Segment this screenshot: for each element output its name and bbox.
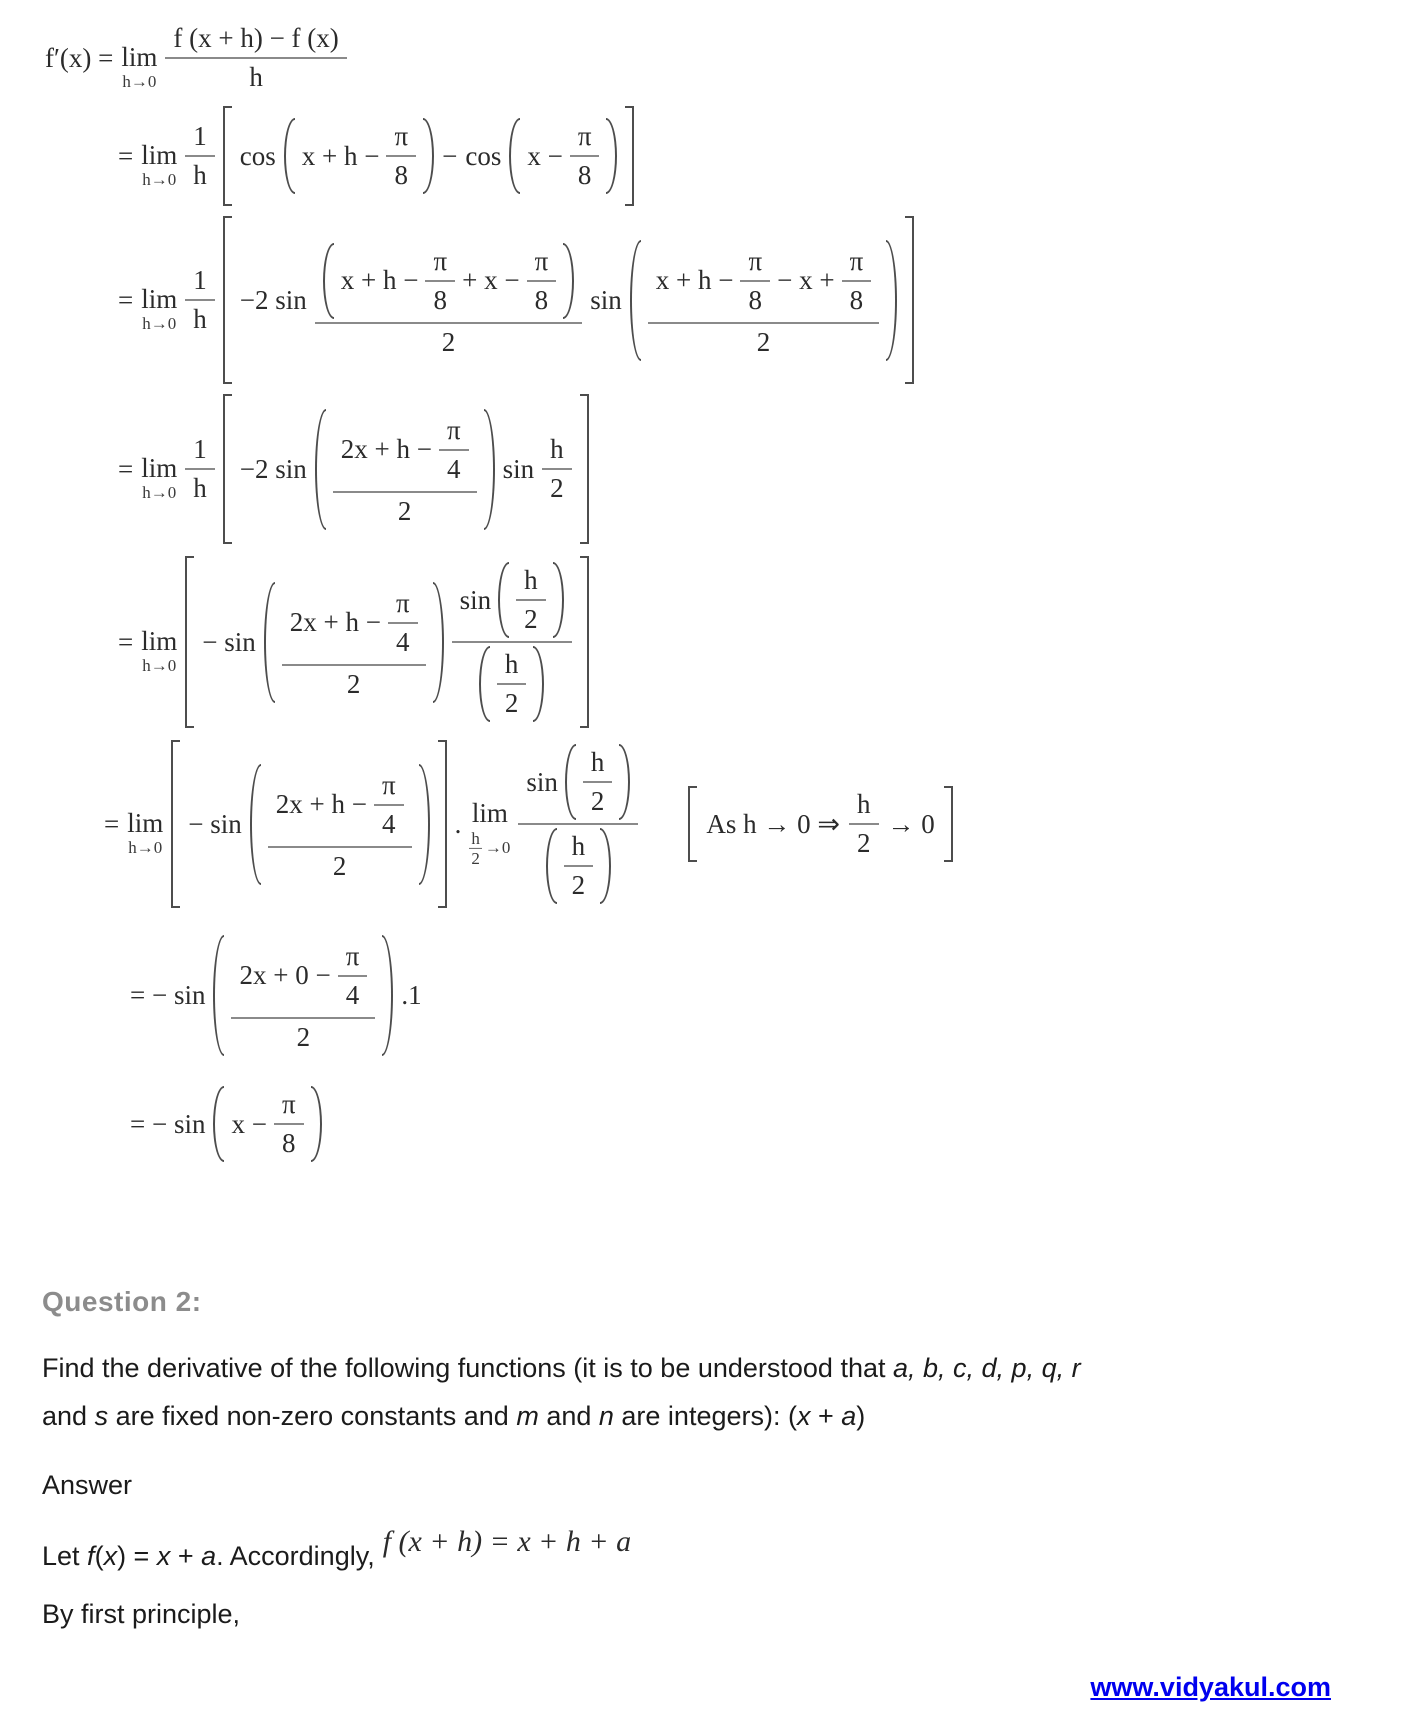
- h-over-2-fraction: [542, 431, 572, 507]
- half-difference-fraction: [648, 240, 879, 361]
- let-text: (: [94, 1541, 104, 1572]
- limit-label: lim: [471, 798, 508, 829]
- h-over-2-fraction: [564, 828, 594, 904]
- fraction-numerator: h: [571, 831, 586, 861]
- equation-line-8: [130, 1080, 1417, 1168]
- equals-minus-sin-label: = − sin: [130, 1108, 206, 1139]
- term: 2x + 0 −: [239, 960, 331, 990]
- right-square-bracket: [905, 216, 914, 384]
- difference-quotient-fraction: [165, 20, 346, 96]
- let-text: +: [170, 1541, 202, 1572]
- by-first-principle-text: By first principle,: [42, 1599, 241, 1630]
- fraction-denominator: 4: [439, 449, 469, 488]
- limit-subscript: h→0: [142, 656, 177, 676]
- right-paren: [433, 582, 444, 703]
- equation-line-1: [45, 16, 1417, 100]
- equals-sign: =: [118, 140, 134, 171]
- limit-subscript: h→0: [128, 838, 163, 858]
- argument-fraction: [333, 409, 477, 530]
- limit: [127, 809, 163, 857]
- left-square-bracket: [223, 106, 232, 206]
- limit-subscript: h→0: [142, 170, 177, 190]
- left-paren: [323, 243, 334, 319]
- right-paren: [886, 240, 897, 361]
- left-paren: [509, 118, 520, 194]
- fraction-numerator: π: [394, 121, 409, 151]
- pi-over-4-fraction: [439, 412, 469, 488]
- right-paren: [311, 1086, 322, 1162]
- limit: [141, 627, 177, 675]
- term: x −: [231, 1108, 267, 1139]
- equals-sign: =: [118, 626, 134, 657]
- question-text: +: [810, 1401, 842, 1432]
- fraction-numerator: [231, 935, 375, 1017]
- left-paren: [630, 240, 641, 361]
- term: x + h −: [655, 265, 734, 295]
- one-over-h-fraction: [185, 431, 215, 507]
- half-sum-fraction: [315, 240, 582, 361]
- limit: [121, 43, 157, 91]
- term: x + h −: [301, 140, 380, 171]
- fraction-numerator: π: [748, 245, 763, 276]
- fraction-numerator: h: [524, 565, 538, 595]
- fraction-denominator: 8: [570, 155, 600, 194]
- sin-label: sin: [590, 284, 622, 315]
- limit-subscript: h→0: [142, 483, 177, 503]
- pi-over-4-fraction: [388, 585, 418, 661]
- variable-x: x: [103, 1541, 118, 1572]
- right-paren: [619, 744, 630, 820]
- cos-label: cos: [239, 140, 276, 171]
- variable-list: a, b, c, d, p, q, r: [893, 1353, 1081, 1383]
- function-f: f: [87, 1541, 95, 1572]
- limit-subscript: h→0: [122, 72, 157, 92]
- pi-over-8-fraction: [386, 118, 416, 194]
- variable-a: a: [841, 1401, 857, 1432]
- fraction-denominator: h: [165, 57, 346, 96]
- fraction-numerator: h: [471, 828, 480, 848]
- limit-subscript: [469, 830, 510, 867]
- right-square-bracket: [944, 786, 953, 862]
- fraction-numerator: h: [590, 747, 605, 777]
- fraction-denominator: h: [185, 155, 215, 194]
- paren-group: [250, 764, 430, 885]
- h-over-2-fraction: [516, 562, 546, 638]
- fraction-denominator: 2: [231, 1017, 375, 1056]
- right-square-bracket: [580, 394, 589, 544]
- paren-group: [264, 582, 444, 703]
- minus-sign: −: [442, 140, 458, 171]
- fraction-numerator: π: [395, 587, 410, 618]
- equation-line-5: [118, 556, 1417, 728]
- minus-sin-label: − sin: [202, 626, 256, 657]
- argument-fraction: [282, 582, 426, 703]
- right-paren: [484, 409, 495, 530]
- right-paren: [423, 118, 434, 194]
- pi-over-4-fraction: [338, 938, 368, 1014]
- h-over-2-fraction: [583, 744, 613, 820]
- variable-x: x: [156, 1541, 171, 1572]
- variable-s: s: [94, 1401, 109, 1432]
- fraction-numerator: 1: [193, 121, 207, 151]
- dot-operator: .: [454, 808, 462, 839]
- fraction-denominator: 8: [425, 280, 455, 319]
- minus-2-sin-label: −2 sin: [239, 453, 307, 484]
- limit-label: lim: [141, 283, 178, 314]
- fraction-numerator: π: [281, 1089, 296, 1119]
- term: x −: [527, 140, 563, 171]
- limit-label: lim: [121, 41, 158, 72]
- document-page: [0, 16, 1417, 1702]
- fraction-numerator: [648, 240, 879, 322]
- term: + x −: [462, 265, 520, 295]
- fraction-denominator: [518, 823, 638, 907]
- equation-line-3: [118, 216, 1417, 384]
- fraction-numerator: [452, 559, 572, 641]
- equation-line-2: [118, 106, 1417, 206]
- fraction-denominator: 4: [374, 804, 404, 843]
- fraction-numerator: 1: [193, 434, 207, 464]
- question-heading: Question 2:: [42, 1286, 202, 1317]
- fraction-denominator: h: [185, 299, 215, 338]
- pi-over-8-fraction: [425, 243, 455, 319]
- sinc-fraction: [518, 741, 638, 907]
- fraction-denominator: 2: [315, 322, 582, 361]
- fraction-denominator: 8: [386, 155, 416, 194]
- left-paren: [315, 409, 326, 530]
- fraction-numerator: π: [433, 245, 448, 276]
- equals-sign: =: [118, 284, 134, 315]
- fraction-denominator: 8: [274, 1123, 304, 1162]
- variable-m: m: [516, 1401, 539, 1432]
- term: x + h −: [340, 265, 419, 295]
- fraction-numerator: π: [381, 769, 396, 800]
- fraction-numerator: h: [504, 649, 519, 679]
- term: 2x + h −: [289, 607, 381, 637]
- fraction-denominator: 2: [282, 664, 426, 703]
- pi-over-4-fraction: [374, 767, 404, 843]
- fraction-denominator: 2: [564, 865, 594, 904]
- limit-label: lim: [141, 625, 178, 656]
- times-one-label: .1: [401, 979, 422, 1010]
- left-paren: [284, 118, 295, 194]
- left-square-bracket: [223, 394, 232, 544]
- pi-over-8-fraction: [527, 243, 557, 319]
- right-square-bracket: [625, 106, 634, 206]
- sin-label: sin: [502, 453, 535, 484]
- pi-over-8-fraction: [570, 118, 600, 194]
- left-paren: [498, 562, 509, 638]
- fraction-denominator: 8: [740, 280, 770, 319]
- f-prime-lhs: f′(x) =: [45, 42, 114, 73]
- f-x-plus-h-equation: f (x + h) = x + h + a: [382, 1525, 632, 1559]
- limit: [141, 285, 177, 333]
- sin-label: sin: [459, 584, 492, 615]
- one-over-h-fraction: [185, 118, 215, 194]
- variable-n: n: [598, 1401, 614, 1432]
- arrow-to-zero: →0: [484, 838, 511, 858]
- left-square-bracket: [171, 740, 180, 908]
- fraction-numerator: [315, 240, 582, 322]
- equals-sign: =: [104, 808, 120, 839]
- cos-label: cos: [465, 140, 502, 171]
- left-paren: [213, 1086, 224, 1162]
- fraction-denominator: 8: [527, 280, 557, 319]
- fraction-numerator: [268, 764, 412, 846]
- limit-label: lim: [141, 452, 178, 483]
- paren-group: [213, 935, 393, 1056]
- question-text: ): [856, 1401, 866, 1432]
- limit: [141, 141, 177, 189]
- right-paren: [553, 562, 564, 638]
- fraction-denominator: 4: [338, 975, 368, 1014]
- fraction-numerator: π: [446, 414, 461, 445]
- footer: [1090, 1672, 1331, 1703]
- fraction-numerator: π: [577, 121, 592, 151]
- fraction-denominator: 4: [388, 622, 418, 661]
- limit-label: lim: [127, 807, 164, 838]
- h-over-2-fraction: [849, 786, 879, 862]
- fraction-numerator: π: [345, 940, 360, 971]
- right-paren: [533, 646, 544, 722]
- fraction-numerator: [333, 409, 477, 491]
- fraction-denominator: 2: [516, 599, 546, 638]
- fraction-denominator: 2: [333, 491, 477, 530]
- left-paren: [565, 744, 576, 820]
- question-body: [42, 1344, 1375, 1440]
- side-note: [688, 772, 952, 876]
- argument-fraction: [231, 935, 375, 1056]
- let-text: ) =: [117, 1541, 157, 1572]
- fraction-denominator: 2: [583, 781, 613, 820]
- left-square-bracket: [223, 216, 232, 384]
- let-statement: [42, 1525, 1417, 1573]
- fraction-denominator: [452, 641, 572, 725]
- right-square-bracket: [438, 740, 447, 908]
- question-text: are fixed non-zero constants and: [108, 1401, 517, 1432]
- left-paren: [213, 935, 224, 1056]
- tiny-h-over-2-fraction: [469, 830, 482, 867]
- term: 2x + h −: [275, 789, 367, 819]
- question-text: are integers): (: [613, 1401, 797, 1432]
- term: 2x + h −: [340, 434, 432, 464]
- pi-over-8-fraction: [842, 243, 872, 319]
- limit-h-half: [469, 799, 510, 866]
- note-text: → 0: [887, 808, 935, 839]
- pi-over-8-fraction: [740, 243, 770, 319]
- pi-over-8-fraction: [274, 1086, 304, 1162]
- fraction-numerator: f (x + h) − f (x): [173, 23, 339, 53]
- one-over-h-fraction: [185, 262, 215, 338]
- minus-2-sin-label: −2 sin: [239, 284, 307, 315]
- term: − x +: [777, 265, 835, 295]
- sinc-fraction: [452, 559, 572, 725]
- equation-line-4: [118, 394, 1417, 544]
- question-text: and: [538, 1401, 599, 1432]
- paren-group: [284, 118, 434, 194]
- fraction-numerator: π: [534, 245, 549, 276]
- paren-group: [509, 118, 617, 194]
- left-paren: [264, 582, 275, 703]
- let-text: . Accordingly,: [216, 1541, 375, 1572]
- fraction-numerator: [282, 582, 426, 664]
- fraction-denominator: 2: [497, 683, 527, 722]
- limit: [141, 454, 177, 502]
- sin-label: sin: [526, 766, 558, 797]
- paren-group: [213, 1086, 321, 1162]
- right-square-bracket: [580, 556, 589, 728]
- right-paren: [600, 828, 611, 904]
- left-paren: [250, 764, 261, 885]
- answer-label: Answer: [42, 1470, 133, 1501]
- variable-a: a: [201, 1541, 217, 1572]
- fraction-numerator: h: [857, 789, 871, 819]
- left-square-bracket: [688, 786, 697, 862]
- left-paren: [546, 828, 557, 904]
- fraction-numerator: π: [849, 245, 864, 276]
- paren-group: [315, 409, 495, 530]
- limit-subscript: h→0: [142, 314, 177, 334]
- equation-line-7: [130, 920, 1417, 1070]
- left-square-bracket: [185, 556, 194, 728]
- variable-x: x: [796, 1401, 811, 1432]
- equals-sign: =: [118, 453, 134, 484]
- left-paren: [479, 646, 490, 722]
- right-paren: [563, 243, 574, 319]
- vidyakul-link[interactable]: www.vidyakul.com: [1090, 1672, 1331, 1702]
- argument-fraction: [268, 764, 412, 885]
- right-paren: [382, 935, 393, 1056]
- fraction-denominator: 2: [471, 848, 480, 868]
- fraction-denominator: 2: [849, 823, 879, 862]
- right-paren: [419, 764, 430, 885]
- paren-group: [630, 240, 897, 361]
- fraction-denominator: 2: [542, 468, 572, 507]
- minus-sin-label: − sin: [188, 808, 242, 839]
- equals-minus-sin-label: = − sin: [130, 979, 206, 1010]
- fraction-denominator: h: [185, 468, 215, 507]
- fraction-numerator: h: [550, 434, 564, 464]
- fraction-numerator: [518, 741, 638, 823]
- fraction-numerator: 1: [193, 265, 207, 295]
- let-text: Let: [42, 1541, 88, 1572]
- h-over-2-fraction: [497, 646, 527, 722]
- equation-line-6: [104, 740, 1417, 908]
- right-paren: [606, 118, 617, 194]
- fraction-denominator: 8: [842, 280, 872, 319]
- limit-label: lim: [141, 139, 178, 170]
- question-text: and: [42, 1401, 95, 1432]
- note-text: As h → 0 ⇒: [706, 808, 841, 839]
- question-text: Find the derivative of the following functions (it is to be understood that: [42, 1353, 893, 1383]
- fraction-denominator: 2: [648, 322, 879, 361]
- fraction-denominator: 2: [268, 846, 412, 885]
